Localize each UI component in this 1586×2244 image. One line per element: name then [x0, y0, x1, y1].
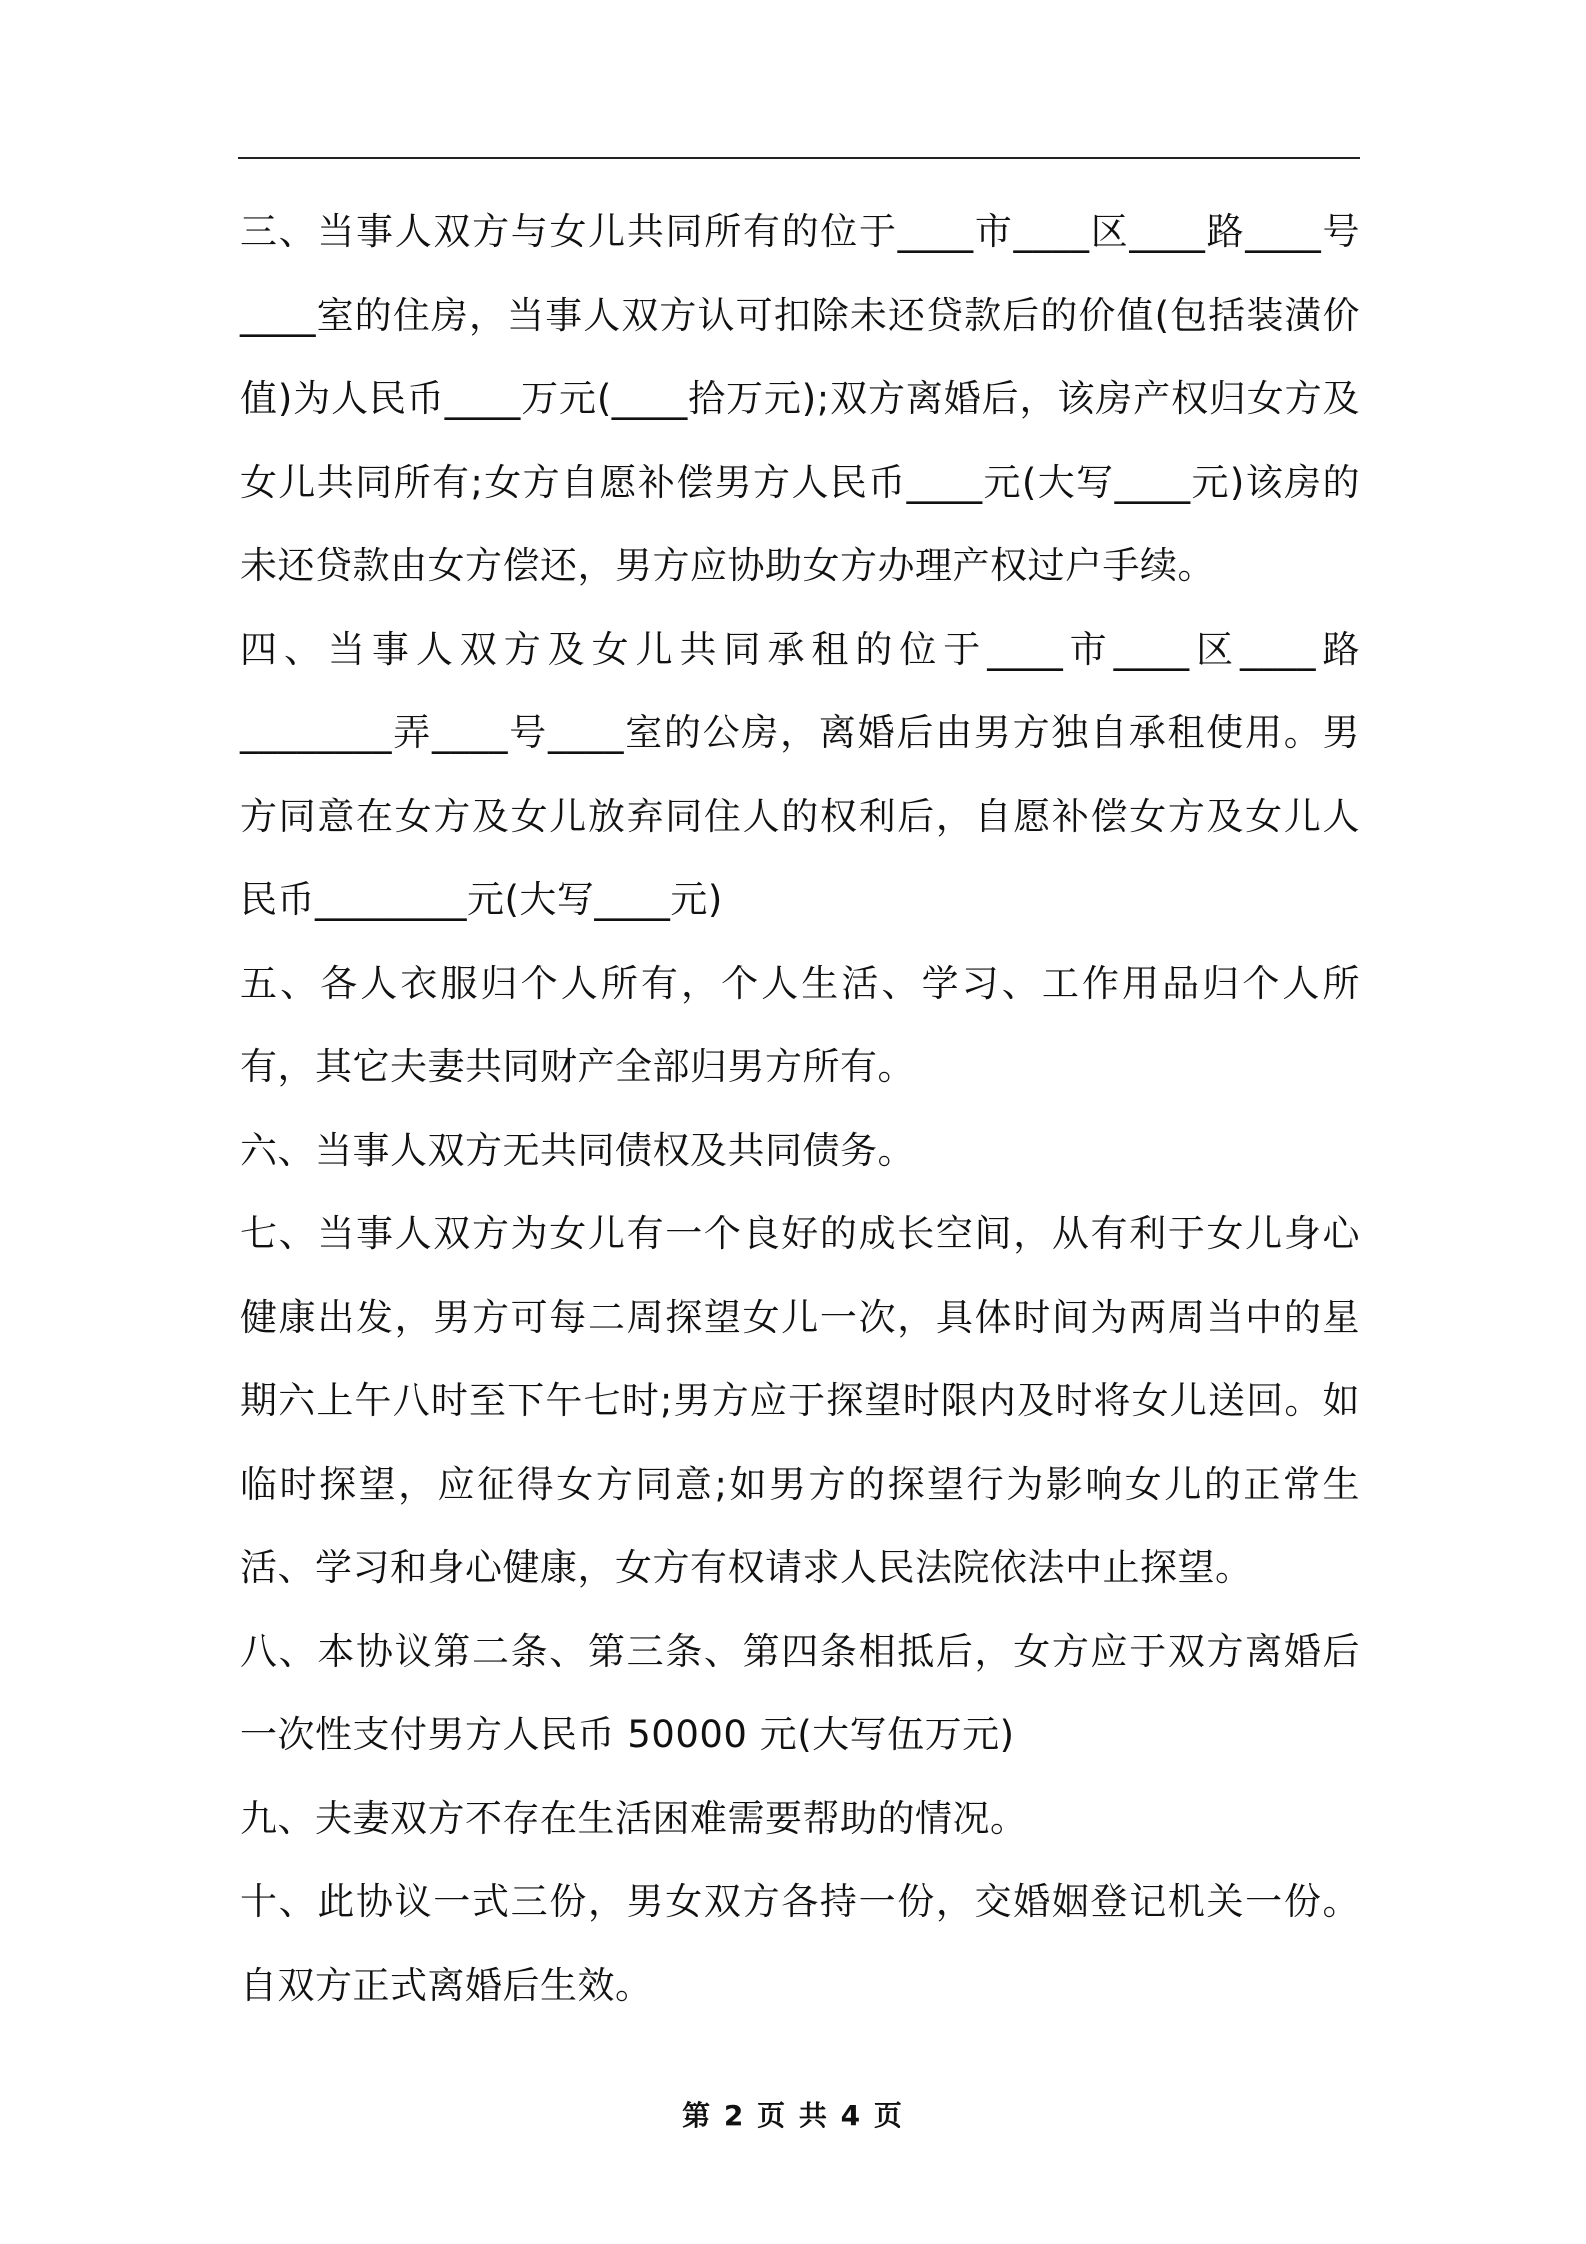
paragraph-clause-4: 四、当事人双方及女儿共同承租的位于____市____区____路________弄____号____室的公房，离婚后由男方独自承租使用。男方同意在女方及女儿放弃同住人的权利后，自愿补偿女方及女儿人民币________元(大写____元) — [240, 627, 1360, 921]
paragraph-clause-8: 八、本协议第二条、第三条、第四条相抵后，女方应于双方离婚后一次性支付男方人民币 50000 元(大写伍万元) — [240, 1629, 1360, 1756]
paragraph-clause-7: 七、当事人双方为女儿有一个良好的成长空间，从有利于女儿身心健康出发，男方可每二周探望女儿一次，具体时间为两周当中的星期六上午八时至下午七时;男方应于探望时限内及时将女儿送回。如临时探望，应征得女方同意;如男方的探望行为影响女儿的正常生活、学习和身心健康，女方有权请求人民法院依法中止探望。 — [240, 1212, 1360, 1589]
paragraph-clause-10: 十、此协议一式三份，男女双方各持一份，交婚姻登记机关一份。自双方正式离婚后生效。 — [240, 1880, 1360, 2007]
paragraph-clause-9: 九、夫妻双方不存在生活困难需要帮助的情况。 — [240, 1796, 1028, 1840]
header-rule — [238, 157, 1360, 159]
document-body — [240, 190, 1360, 2027]
paragraph-clause-5: 五、各人衣服归个人所有，个人生活、学习、工作用品归个人所有，其它夫妻共同财产全部归男方所有。 — [240, 961, 1360, 1088]
page-number-footer: 第 2 页 共 4 页 — [682, 2099, 904, 2132]
paragraph-clause-6: 六、当事人双方无共同债权及共同债务。 — [240, 1128, 915, 1172]
paragraph-clause-3: 三、当事人双方与女儿共同所有的位于____市____区____路____号____室的住房，当事人双方认可扣除未还贷款后的价值(包括装潢价值)为人民币____万元(____拾万元);双方离婚后，该房产权归女方及女儿共同所有;女方自愿补偿男方人民币____元(大写____元)该房的未还贷款由女方偿还，男方应协助女方办理产权过户手续。 — [240, 210, 1360, 587]
